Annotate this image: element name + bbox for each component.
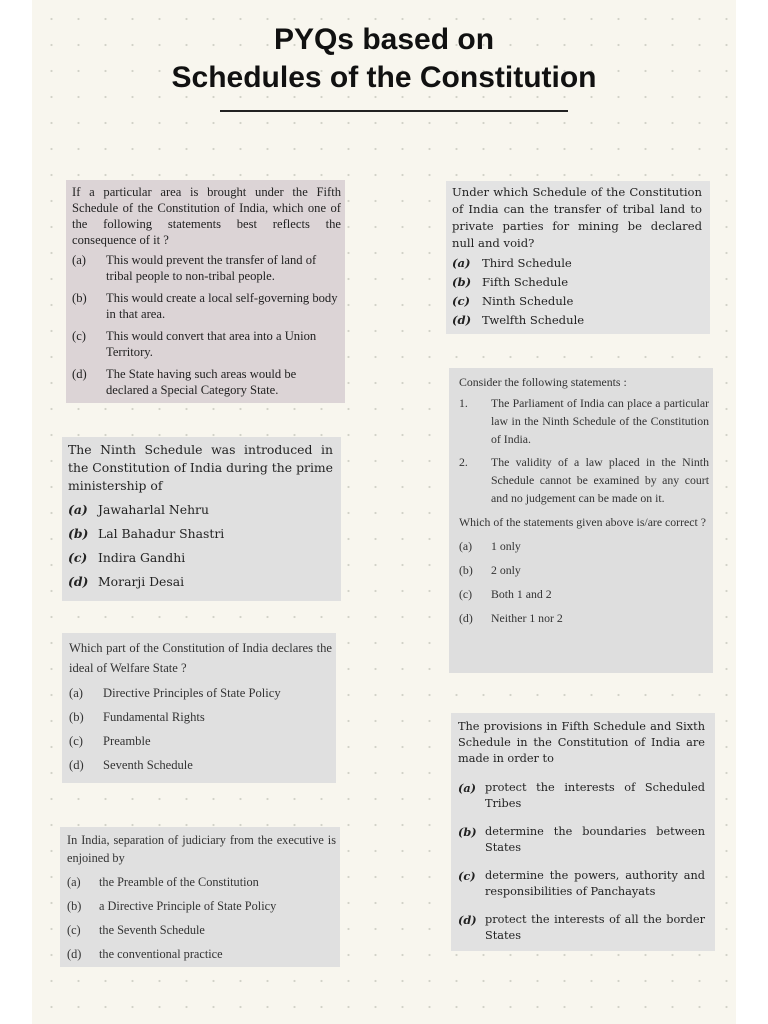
option-label: (a): [458, 781, 477, 795]
option-text: Directive Principles of State Policy: [103, 686, 281, 700]
option-label: (b): [452, 275, 472, 289]
option-label: (a): [67, 875, 81, 889]
option-a: [452, 255, 702, 272]
option-b: [459, 561, 709, 579]
option-text: Ninth Schedule: [482, 294, 574, 308]
option-text: determine the powers, authority and responsibilities of Panchayats: [485, 869, 705, 898]
option-label: (c): [69, 734, 83, 748]
option-text: protect the interests of all the border States: [485, 913, 705, 942]
option-a: [68, 501, 333, 519]
question-text: The provisions in Fifth Schedule and Sixth Schedule in the Constitution of India are made in order to: [458, 720, 705, 765]
question-card-fifth-schedule-consequence: [66, 180, 345, 403]
option-text: 2 only: [491, 563, 521, 577]
option-text: the Seventh Schedule: [99, 923, 205, 937]
option-label: (d): [458, 913, 477, 927]
option-text: Jawaharlal Nehru: [98, 502, 209, 517]
statement-label: 1.: [459, 396, 468, 410]
question-text: Under which Schedule of the Constitution of India can the transfer of tribal land to private parties for mining be declared null and void?: [452, 185, 702, 250]
option-label: (b): [458, 825, 477, 839]
option-label: (c): [459, 587, 473, 601]
option-d: [452, 312, 702, 329]
question-text: The Ninth Schedule was introduced in the Constitution of India during the prime ministership of: [68, 442, 333, 493]
option-d: [69, 755, 332, 775]
option-label: (a): [452, 256, 471, 270]
option-a: [72, 252, 341, 284]
option-c: [458, 868, 705, 900]
question-text: If a particular area is brought under the Fifth Schedule of the Constitution of India, which one of the following statements best reflects the consequence of it ?: [72, 185, 341, 247]
option-text: Lal Bahadur Shastri: [98, 526, 225, 541]
option-label: (d): [459, 611, 473, 625]
option-label: (a): [68, 502, 88, 517]
option-text: Third Schedule: [482, 256, 572, 270]
option-text: 1 only: [491, 539, 521, 553]
page-title-line-2: Schedules of the Constitution: [171, 61, 597, 94]
option-label: (d): [67, 947, 82, 961]
option-b: [67, 897, 336, 915]
option-text: Morarji Desai: [98, 574, 185, 589]
option-text: the Preamble of the Constitution: [99, 875, 259, 889]
page-title-line-1: PYQs based on: [273, 23, 495, 56]
option-label: (c): [452, 294, 471, 308]
option-text: Neither 1 nor 2: [491, 611, 563, 625]
question-text: Which of the statements given above is/are correct ?: [459, 515, 706, 529]
option-label: (c): [67, 923, 81, 937]
option-label: (d): [69, 758, 84, 772]
option-c: [452, 293, 702, 310]
statement-text: The validity of a law placed in the Ninth Schedule cannot be examined by any court and no judgement can be made on it.: [491, 455, 709, 505]
question-card-welfare-state: [62, 633, 336, 783]
option-label: (b): [459, 563, 473, 577]
option-c: [72, 328, 341, 360]
title-underline: [220, 110, 568, 112]
option-c: [68, 549, 333, 567]
option-text: Indira Gandhi: [98, 550, 186, 565]
question-card-fifth-sixth-schedule: [451, 713, 715, 951]
option-c: [67, 921, 336, 939]
option-text: determine the boundaries between States: [485, 825, 705, 854]
option-label: (b): [72, 291, 87, 305]
question-card-ninth-schedule-statements: [449, 368, 713, 673]
option-text: Preamble: [103, 734, 151, 748]
option-text: Fifth Schedule: [482, 275, 569, 289]
question-card-separation-of-judiciary: [60, 827, 340, 967]
option-text: The State having such areas would be declared a Special Category State.: [106, 367, 297, 397]
option-text: This would convert that area into a Union Territory.: [106, 329, 317, 359]
option-text: Both 1 and 2: [491, 587, 552, 601]
option-b: [458, 824, 705, 856]
option-b: [452, 274, 702, 291]
option-b: [69, 707, 332, 727]
option-a: [69, 683, 332, 703]
option-text: protect the interests of Scheduled Tribes: [485, 781, 705, 810]
option-d: [72, 366, 341, 398]
option-label: (d): [68, 574, 89, 589]
option-label: (a): [72, 253, 86, 267]
statement-label: 2.: [459, 455, 468, 469]
option-d: [68, 573, 333, 591]
option-label: (c): [68, 550, 88, 565]
question-card-tribal-land-transfer: [446, 181, 710, 334]
option-label: (d): [72, 367, 87, 381]
option-a: [67, 873, 336, 891]
option-label: (d): [452, 313, 472, 327]
statement-1: [459, 394, 709, 448]
option-d: [459, 609, 709, 627]
option-d: [458, 912, 705, 944]
option-d: [67, 945, 336, 963]
option-text: Fundamental Rights: [103, 710, 205, 724]
statement-text: The Parliament of India can place a particular law in the Ninth Schedule of the Constitution of India.: [491, 396, 709, 446]
option-c: [459, 585, 709, 603]
statement-2: [459, 453, 709, 507]
option-text: Seventh Schedule: [103, 758, 193, 772]
option-c: [69, 731, 332, 751]
option-b: [72, 290, 341, 322]
option-text: a Directive Principle of State Policy: [99, 899, 277, 913]
option-text: This would create a local self-governing body in that area.: [106, 291, 338, 321]
option-label: (b): [68, 526, 89, 541]
option-label: (b): [69, 710, 84, 724]
option-text: This would prevent the transfer of land of tribal people to non-tribal people.: [106, 253, 317, 283]
question-card-ninth-schedule-pm: [62, 437, 341, 601]
statements-intro: Consider the following statements :: [459, 375, 627, 389]
question-text: Which part of the Constitution of India declares the ideal of Welfare State ?: [69, 641, 332, 675]
option-label: (c): [72, 329, 86, 343]
option-label: (b): [67, 899, 82, 913]
option-a: [458, 780, 705, 812]
option-text: the conventional practice: [99, 947, 223, 961]
option-b: [68, 525, 333, 543]
option-label: (c): [458, 869, 476, 883]
option-label: (a): [459, 539, 473, 553]
option-text: Twelfth Schedule: [482, 313, 585, 327]
option-label: (a): [69, 686, 83, 700]
option-a: [459, 537, 709, 555]
question-text: In India, separation of judiciary from the executive is enjoined by: [67, 833, 336, 865]
